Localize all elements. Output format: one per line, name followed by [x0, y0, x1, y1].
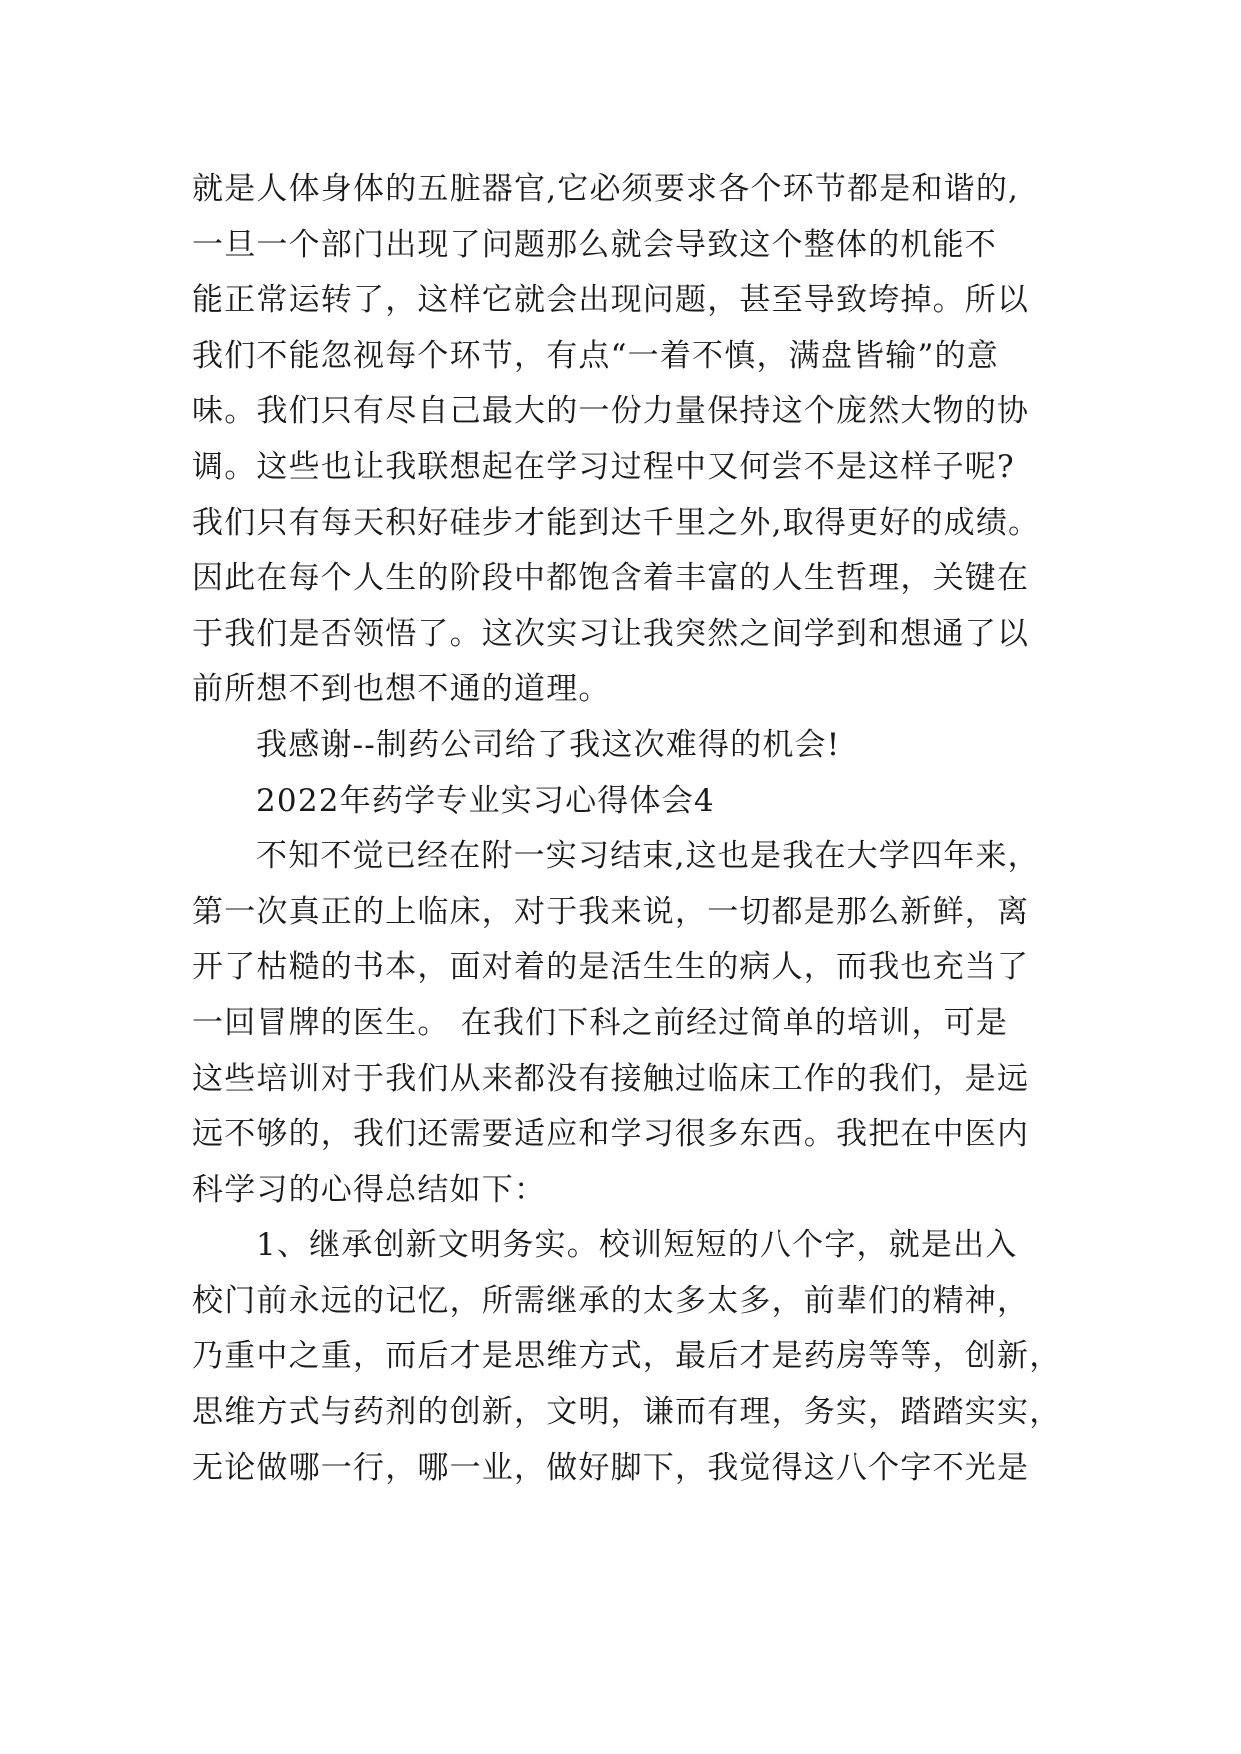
text-line: 我感谢--制药公司给了我这次难得的机会! [256, 726, 841, 763]
text-line: 一旦一个部门出现了问题那么就会导致这个整体的机能不 [192, 226, 997, 263]
text-line: 校门前永远的记忆，所需继承的太多太多，前辈们的精神， [192, 1282, 1030, 1319]
text-line: 前所想不到也想不通的道理。 [192, 671, 611, 708]
text-line: 我们只有每天积好硅步才能到达千里之外,取得更好的成绩。 [192, 504, 1041, 541]
text-line: 我们不能忽视每个环节，有点“一着不慎，满盘皆输”的意 [192, 337, 999, 374]
text-line: 一回冒牌的医生。 在我们下科之前经过简单的培训，可是 [192, 1004, 1009, 1041]
text-line: 能正常运转了，这样它就会出现问题，甚至导致垮掉。所以 [192, 282, 1030, 319]
text-line: 于我们是否领悟了。这次实习让我突然之间学到和想通了以 [192, 615, 1030, 652]
text-line: 乃重中之重，而后才是思维方式，最后才是药房等等，创新， [192, 1338, 1062, 1375]
text-line: 味。我们只有尽自己最大的一份力量保持这个庞然大物的协 [192, 393, 1030, 430]
text-line: 这些培训对于我们从来都没有接触过临床工作的我们，是远 [192, 1060, 1030, 1097]
text-line: 思维方式与药剂的创新，文明，谦而有理，务实，踏踏实实， [192, 1394, 1062, 1431]
text-line: 因此在每个人生的阶段中都饱含着丰富的人生哲理，关键在 [192, 560, 1030, 597]
text-line: 就是人体身体的五脏器官,它必须要求各个环节都是和谐的, [192, 171, 1020, 207]
text-line: 科学习的心得总结如下： [192, 1171, 547, 1208]
text-line: 调。这些也让我联想起在学习过程中又何尝不是这样子呢? [192, 448, 1015, 485]
text-line: 无论做哪一行，哪一业，做好脚下，我觉得这八个字不光是 [192, 1449, 1030, 1486]
text-line: 远不够的，我们还需要适应和学习很多东西。我把在中医内 [192, 1116, 1030, 1153]
text-line: 不知不觉已经在附一实习结束,这也是我在大学四年来， [256, 838, 1040, 875]
text-line: 1、继承创新文明务实。校训短短的八个字，就是出入 [256, 1227, 1018, 1264]
document-body [192, 162, 1062, 1496]
text-line: 第一次真正的上临床，对于我来说，一切都是那么新鲜，离 [192, 893, 1030, 930]
section-heading: 2022年药学专业实习心得体会4 [256, 782, 715, 819]
text-line: 开了枯糙的书本，面对着的是活生生的病人，而我也充当了 [192, 949, 1030, 986]
